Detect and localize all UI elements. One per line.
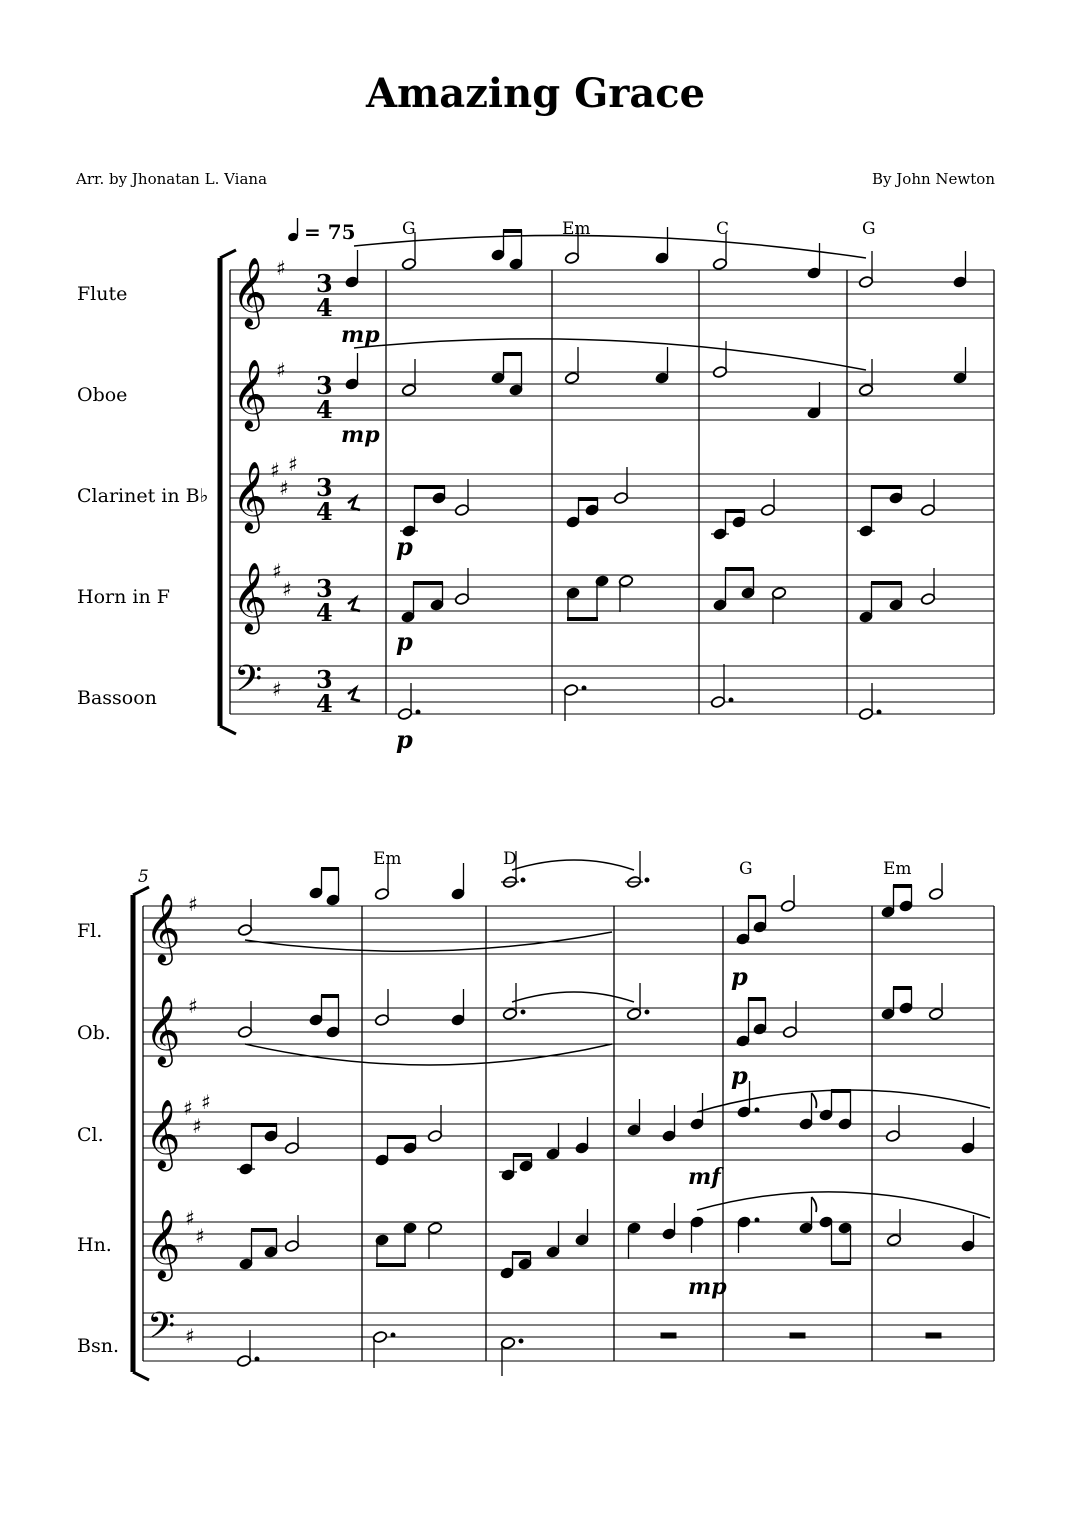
instrument-label-flute-short: Fl. bbox=[77, 920, 103, 942]
treble-clef-icon: 𝄞 bbox=[145, 995, 181, 1065]
instrument-label-oboe-short: Ob. bbox=[77, 1022, 111, 1044]
tempo-text: = 75 bbox=[304, 220, 356, 244]
arranger-credit: Arr. by Jhonatan L. Viana bbox=[76, 170, 268, 188]
svg-text:♯: ♯ bbox=[276, 358, 286, 382]
instrument-label-horn: Horn in F bbox=[77, 586, 170, 608]
treble-clef-icon: 𝄞 bbox=[145, 893, 181, 963]
svg-text:♯: ♯ bbox=[185, 1206, 195, 1230]
svg-text:4: 4 bbox=[316, 293, 333, 322]
dynamic-marking: mf bbox=[688, 1164, 721, 1190]
bass-clef-icon: 𝄢 bbox=[147, 1305, 176, 1356]
treble-clef-icon: 𝄞 bbox=[145, 1099, 181, 1169]
svg-text:♯: ♯ bbox=[183, 1096, 193, 1120]
system-2 bbox=[77, 849, 994, 1380]
svg-text:3: 3 bbox=[316, 269, 333, 298]
chord-symbol: G bbox=[739, 859, 753, 879]
svg-text:♯: ♯ bbox=[288, 452, 298, 476]
dynamic-marking: p bbox=[731, 962, 748, 991]
whole-rest bbox=[661, 1333, 676, 1338]
oboe-notes bbox=[345, 339, 967, 419]
key-signature bbox=[183, 892, 211, 1348]
chord-symbol: G bbox=[402, 219, 416, 239]
staff-clarinet bbox=[230, 474, 994, 522]
treble-clef-icon: 𝄞 bbox=[145, 1209, 181, 1279]
treble-clef-icon: 𝄞 bbox=[232, 461, 268, 531]
whole-rest bbox=[926, 1333, 941, 1338]
instrument-label-bassoon-short: Bsn. bbox=[77, 1335, 119, 1357]
dynamic-marking: mp bbox=[341, 322, 380, 348]
instrument-label-clarinet-short: Cl. bbox=[77, 1124, 104, 1146]
system-1 bbox=[77, 219, 994, 754]
dynamic-marking: mp bbox=[688, 1274, 727, 1300]
measure-number: 5 bbox=[138, 867, 149, 887]
dynamic-marking: p bbox=[396, 532, 413, 561]
staff-flute bbox=[143, 906, 994, 954]
svg-text:♯: ♯ bbox=[188, 994, 198, 1018]
svg-text:3: 3 bbox=[316, 371, 333, 400]
treble-clef-icon: 𝄞 bbox=[232, 257, 268, 327]
chord-symbol: Em bbox=[883, 859, 912, 879]
chord-symbol: Em bbox=[562, 219, 591, 239]
staff-oboe bbox=[230, 372, 994, 420]
svg-text:♯: ♯ bbox=[201, 1090, 211, 1114]
svg-text:3: 3 bbox=[316, 473, 333, 502]
treble-clef-icon: 𝄞 bbox=[232, 359, 268, 429]
svg-text:♯: ♯ bbox=[270, 458, 280, 482]
instrument-label-oboe: Oboe bbox=[77, 384, 128, 406]
svg-text:♯: ♯ bbox=[185, 1324, 195, 1348]
bassoon-notes bbox=[348, 664, 881, 721]
svg-text:♯: ♯ bbox=[192, 1114, 202, 1138]
svg-text:♯: ♯ bbox=[276, 256, 286, 280]
svg-text:4: 4 bbox=[316, 598, 333, 627]
composer-credit: By John Newton bbox=[872, 170, 995, 188]
svg-text:♯: ♯ bbox=[279, 476, 289, 500]
svg-text:3: 3 bbox=[316, 665, 333, 694]
whole-rest bbox=[790, 1333, 805, 1338]
instrument-label-bassoon: Bassoon bbox=[77, 687, 157, 709]
key-signature bbox=[270, 256, 298, 701]
dynamic-marking: mp bbox=[341, 422, 380, 448]
svg-text:4: 4 bbox=[316, 689, 333, 718]
tempo-mark bbox=[287, 218, 356, 244]
staff-flute bbox=[230, 270, 994, 318]
chord-symbol: D bbox=[503, 849, 517, 869]
treble-clef-icon: 𝄞 bbox=[232, 562, 268, 632]
oboe-notes bbox=[237, 983, 943, 1065]
dynamic-marking: p bbox=[396, 725, 413, 754]
staff-bassoon bbox=[230, 666, 994, 714]
instrument-label-horn-short: Hn. bbox=[77, 1234, 112, 1256]
dynamic-marking: p bbox=[731, 1061, 748, 1090]
svg-text:3: 3 bbox=[316, 574, 333, 603]
svg-text:4: 4 bbox=[316, 497, 333, 526]
chord-symbol: Em bbox=[373, 849, 402, 869]
svg-text:♯: ♯ bbox=[188, 892, 198, 916]
instrument-label-clarinet: Clarinet in B♭ bbox=[77, 485, 209, 507]
staff-bassoon bbox=[143, 1313, 994, 1361]
svg-text:♯: ♯ bbox=[195, 1224, 205, 1248]
instrument-label-flute: Flute bbox=[77, 283, 128, 305]
svg-text:♯: ♯ bbox=[272, 677, 282, 701]
svg-text:♯: ♯ bbox=[282, 577, 292, 601]
chord-symbol: G bbox=[862, 219, 876, 239]
flute-notes bbox=[237, 851, 943, 951]
time-signature bbox=[316, 269, 333, 718]
chord-symbol: C bbox=[716, 219, 730, 239]
bass-clef-icon: 𝄢 bbox=[234, 658, 263, 709]
svg-text:4: 4 bbox=[316, 395, 333, 424]
svg-text:♯: ♯ bbox=[272, 559, 282, 583]
score-title: Amazing Grace bbox=[365, 70, 706, 117]
dynamic-marking: p bbox=[396, 627, 413, 656]
